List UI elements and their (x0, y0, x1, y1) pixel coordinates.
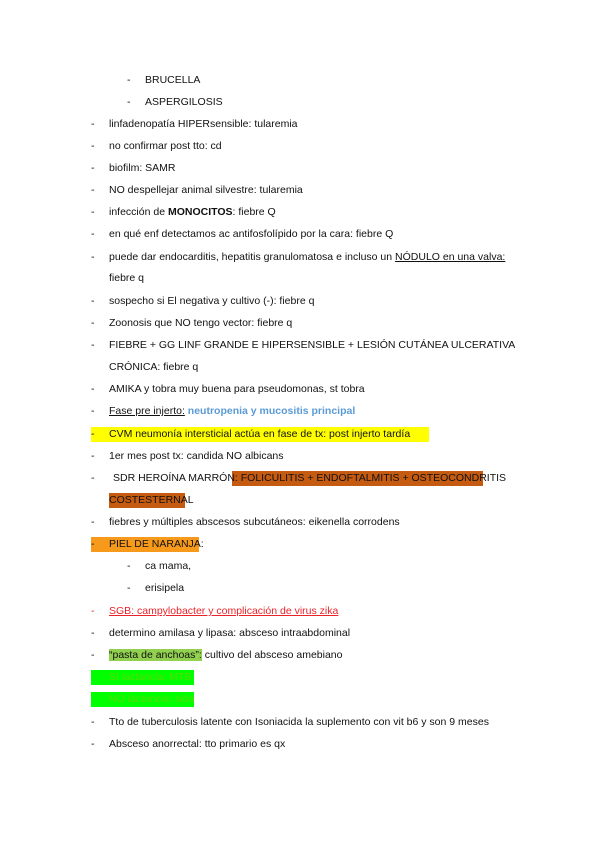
bullet-dash: - (91, 516, 95, 528)
bullet-dash: - (91, 162, 95, 174)
bullet-dash: - (91, 472, 95, 484)
text-run: puede dar endocarditis, hepatitis granulomatosa e incluso un (109, 251, 396, 263)
list-item: NO lactancia: sida (109, 693, 195, 705)
list-item-continuation: fiebre q (109, 272, 145, 284)
sub-bullet-dash: - (127, 560, 131, 572)
list-item: erisipela (145, 582, 185, 594)
bullet-dash: - (91, 228, 95, 240)
bullet-dash: - (91, 649, 95, 661)
list-item: linfadenopatía HIPERsensible: tularemia (109, 118, 298, 130)
list-item: determino amilasa y lipasa: absceso intraabdominal (109, 627, 351, 639)
highlighted-text-run: FOLICULITIS + ENDOFTALMITIS + OSTEOCONDRITIS (240, 472, 507, 484)
underlined-text-run: Fase pre injerto: (109, 405, 185, 417)
blue-bold-text-run: neutropenia y mucositis principal (187, 405, 356, 417)
list-item (109, 205, 276, 220)
list-item: SI lactancia: MTB (109, 671, 192, 683)
bold-text-run: MONOCITOS (167, 206, 233, 218)
list-item: en qué enf detectamos ac antifosfolípido por la cara: fiebre Q (109, 228, 394, 240)
list-item: SGB: campylobacter y complicación de virus zika (109, 605, 339, 617)
bullet-dash: - (91, 428, 95, 440)
list-item: NO despellejar animal silvestre: tularemia (109, 184, 303, 196)
list-item (109, 648, 342, 663)
sub-bullet-dash: - (127, 582, 131, 594)
list-item-continuation: CRÓNICA: fiebre q (109, 361, 199, 373)
list-item (113, 471, 506, 486)
bullet-dash: - (91, 450, 95, 462)
bullet-dash: - (91, 339, 95, 351)
list-item: fiebres y múltiples abscesos subcutáneos: eikenella corrodens (109, 516, 400, 528)
list-item: Absceso anorrectal: tto primario es qx (109, 738, 286, 750)
bullet-dash: - (91, 317, 95, 329)
bullet-dash: - (91, 118, 95, 130)
list-item: FIEBRE + GG LINF GRANDE E HIPERSENSIBLE + LESIÓN CUTÁNEA ULCERATIVA (109, 339, 516, 351)
list-item (109, 404, 355, 419)
bullet-dash: - (91, 251, 95, 263)
list-item: Tto de tuberculosis latente con Isoniacida la suplemento con vit b6 y son 9 meses (109, 716, 489, 728)
bullet-dash: - (91, 605, 95, 617)
text-run: : fiebre Q (232, 206, 276, 218)
list-item: BRUCELLA (145, 74, 201, 86)
bullet-dash: - (91, 206, 95, 218)
bullet-dash: - (91, 140, 95, 152)
bullet-dash: - (91, 538, 95, 550)
list-item: Zoonosis que NO tengo vector: fiebre q (109, 317, 293, 329)
bullet-dash: - (91, 738, 95, 750)
list-item-continuation: COSTESTERNAL (109, 494, 194, 506)
bullet-dash: - (91, 627, 95, 639)
text-run: SDR HEROÍNA MARRÓN: (113, 472, 241, 484)
text-run: cultivo del absceso amebiano (201, 649, 343, 661)
list-item: CVM neumonía intersticial actúa en fase de tx: post injerto tardía (109, 428, 411, 440)
underlined-text-run: NÓDULO en una valva: (395, 251, 506, 263)
bullet-dash: - (91, 295, 95, 307)
bullet-dash: - (91, 405, 95, 417)
bullet-dash: - (91, 716, 95, 728)
bullet-dash: - (91, 184, 95, 196)
list-item: sospecho si El negativa y cultivo (-): fiebre q (109, 295, 315, 307)
list-item (109, 250, 505, 265)
list-item: biofilm: SAMR (109, 162, 176, 174)
list-item: ca mama, (145, 560, 192, 572)
list-item: AMIKA y tobra muy buena para pseudomonas, st tobra (109, 383, 365, 395)
bullet-dash: - (91, 383, 95, 395)
sub-bullet-dash: - (127, 74, 131, 86)
list-item: ASPERGILOSIS (145, 96, 223, 108)
highlighted-text-run: “pasta de anchoas”: (109, 649, 202, 661)
list-item: PIEL DE NARANJA: (109, 538, 204, 550)
list-item: 1er mes post tx: candida NO albicans (109, 450, 284, 462)
text-run: infección de (109, 206, 168, 218)
list-item: no confirmar post tto: cd (109, 140, 222, 152)
sub-bullet-dash: - (127, 96, 131, 108)
